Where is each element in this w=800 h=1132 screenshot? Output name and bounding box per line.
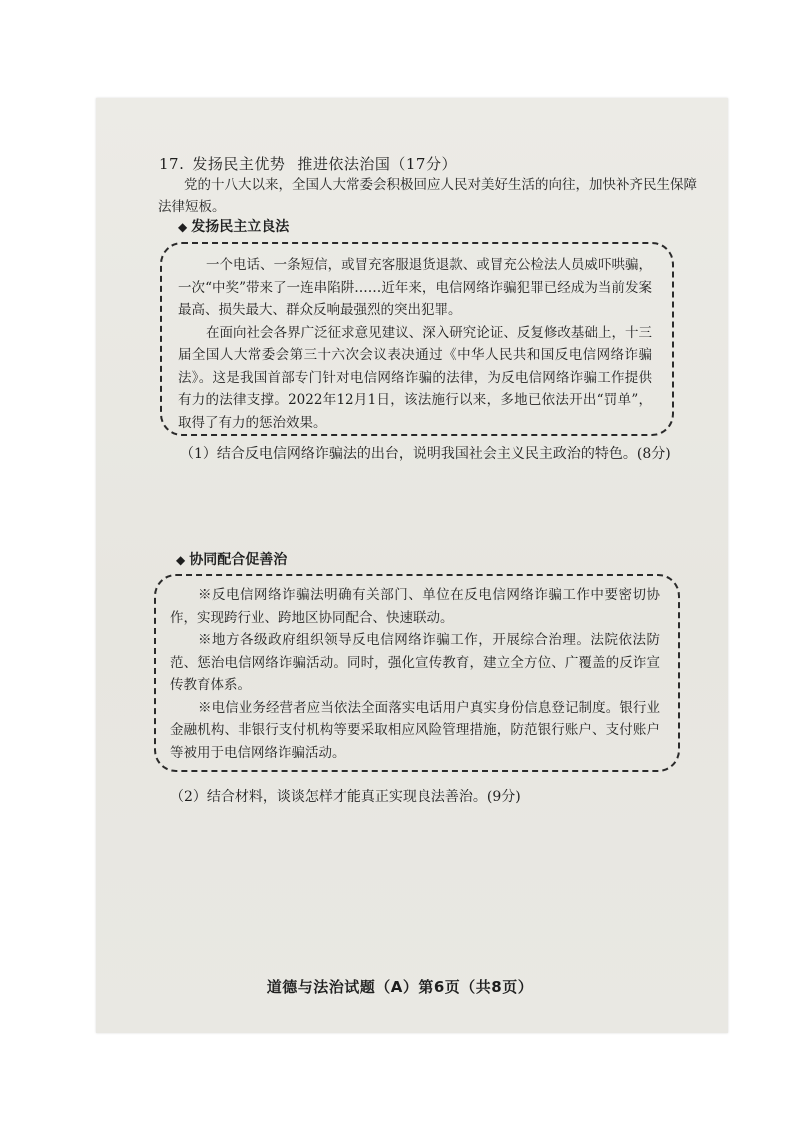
sub-question-1: （1）结合反电信网络诈骗法的出台，说明我国社会主义民主政治的特色。(8分) bbox=[180, 446, 671, 462]
section1-heading-text: 发扬民主立良法 bbox=[191, 219, 290, 235]
section2-heading-text: 协同配合促善治 bbox=[189, 552, 288, 568]
material2-paragraph: ※地方各级政府组织领导反电信网络诈骗工作，开展综合治理。法院依法防范、惩治电信网络诈骗活动。同时，强化宣传教育，建立全方位、广覆盖的反诈宣传教育体系。 bbox=[170, 632, 660, 693]
material1-paragraph: 在面向社会各界广泛征求意见建议、深入研究论证、反复修改基础上，十三届全国人大常委会第三十六次会议表决通过《中华人民共和国反电信网络诈骗法》。这是我国首部专门针对电信网络诈骗的法律，为反电信网络诈骗工作提供有力的法律支撑。2022年12月1日，该法施行以来，多地已依法开出“罚单”，取得了有力的惩治效果。 bbox=[178, 324, 652, 431]
question-intro: 党的十八大以来，全国人大常委会积极回应人民对美好生活的向往，加快补齐民生保障法律短板。 bbox=[158, 177, 697, 215]
page-footer: 道德与法治试题（A）第6页（共8页） bbox=[266, 978, 534, 996]
diamond-bullet-icon: ◆ bbox=[176, 553, 186, 567]
material2-paragraph: ※电信业务经营者应当依法全面落实电话用户真实身份信息登记制度。银行业金融机构、非银行支付机构等要采取相应风险管理措施，防范银行账户、支付账户等被用于电信网络诈骗活动。 bbox=[170, 699, 660, 761]
question-title-main: 发扬民主优势 bbox=[192, 155, 286, 173]
material2-paragraph: ※反电信网络诈骗法明确有关部门、单位在反电信网络诈骗工作中要密切协作，实现跨行业、跨地区协同配合、快速联动。 bbox=[170, 587, 660, 626]
section2-heading bbox=[176, 549, 287, 569]
sub-question-2: （2）结合材料，谈谈怎样才能真正实现良法善治。(9分) bbox=[170, 789, 521, 805]
section1-heading bbox=[178, 216, 289, 236]
material-box-2 bbox=[154, 574, 680, 772]
question-title-sub: 推进依法治国（17分） bbox=[297, 155, 457, 173]
material1-paragraph: 一个电话、一条短信，或冒充客服退货退款、或冒充公检法人员威吓哄骗，一次“中奖”带来了一连串陷阱……近年来，电信网络诈骗犯罪已经成为当前发案最高、损失最大、群众反响最强烈的突出犯罪。 bbox=[178, 257, 652, 318]
material-box-1 bbox=[160, 242, 674, 436]
diamond-bullet-icon: ◆ bbox=[178, 220, 188, 234]
question-title bbox=[159, 153, 457, 174]
question-number: 17. bbox=[159, 155, 185, 173]
